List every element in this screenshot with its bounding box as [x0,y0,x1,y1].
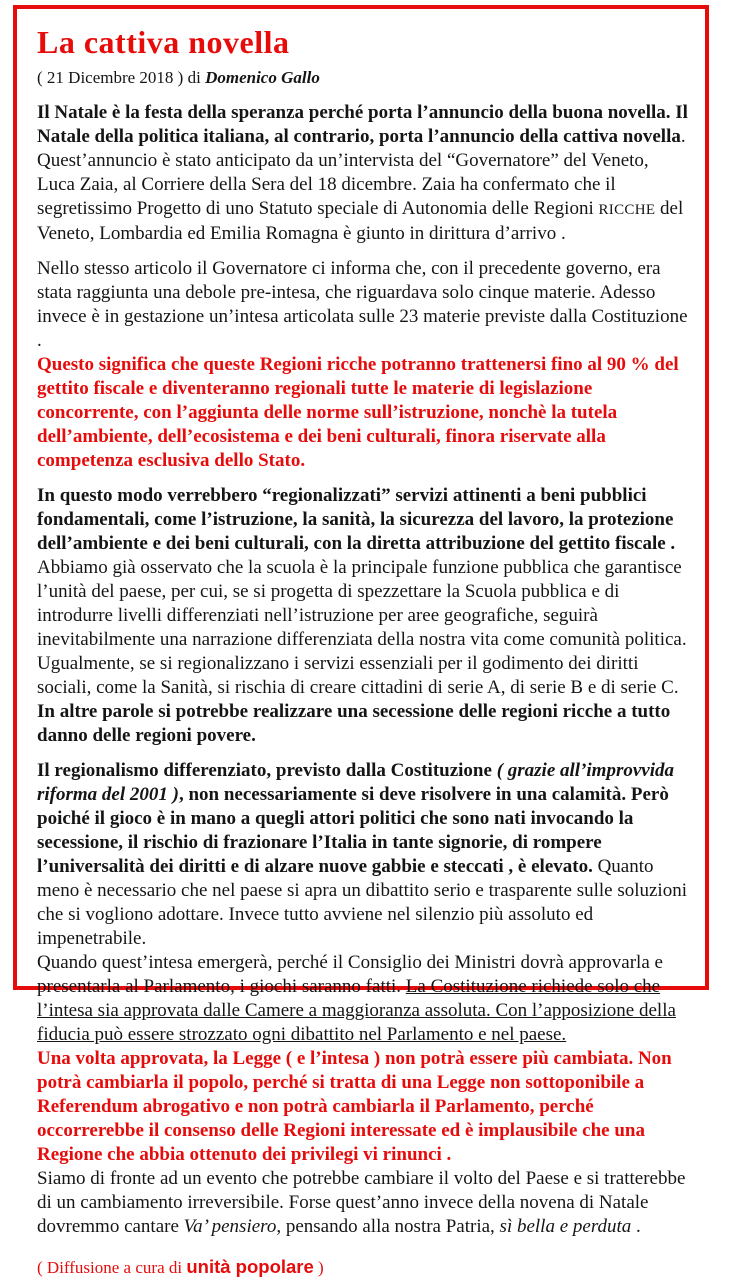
byline [37,68,689,88]
paragraph-legge-red: Una volta approvata, la Legge ( e l’intesa ) non potrà essere più cambiata. Non potrà cambiarla il popolo, perché si tratta di una Legge non sottoponibile a Referendum abrogativo e non potrà cambiarla il Parlamento, perché occorrerebbe il consenso delle Regioni interessate ed è implausibile che una Regione che abbia ottenuto dei privilegi vi rinunci . [37,1048,672,1165]
text-run: Quando quest’intesa emergerà, perché il Consiglio dei Ministri dovrà approvarla e presentarla al Parlamento, i giochi saranno fatti. [37,952,663,997]
text-run-bold: Il regionalismo differenziato, previsto dalla Costituzione [37,760,497,781]
byline-date: ( 21 Dicembre 2018 ) [37,68,184,87]
article-title: La cattiva novella [37,24,290,60]
footer-credit [37,1256,689,1278]
footer-suffix: ) [313,1258,324,1277]
text-run-bold-italic: ( grazie all’improvvida riforma del 2001 ) [37,760,674,805]
footer-prefix: ( Diffusione a cura di [37,1258,187,1277]
text-run-underline: La Costituzione richiede solo che l’intesa sia approvata dalle Camere a maggioranza assoluta. Con l’apposizione della fiducia può essere strozzato ogni dibattito nel Parlamento e nel paese. [37,976,676,1045]
paragraph-regionalismo [37,759,689,1047]
text-run: Siamo di fronte ad un evento che potrebbe cambiare il volto del Paese e si tratterebbe di un cambiamento irreversibile. Forse quest’anno invece della novena di Natale dovremmo cantare [37,1168,686,1237]
byline-di: di [183,68,206,87]
text-run-red: Questo significa che queste Regioni ricche potranno trattenersi fino al 90 % del gettito fiscale e diventeranno regionali tutte le materie di legislazione concorrente, con l’aggiunta delle norme sull’istruzione, nonchè la tutela dell’ambiente, dell’ecosistema e dei beni culturali, finora riservate alla competenza esclusiva dello Stato. [37,354,679,471]
text-run: del Veneto, Lombardia ed Emilia Romagna è giunto in dirittura d’arrivo . [37,198,684,244]
text-run: , pensando alla nostra Patria, [276,1216,500,1237]
text-run-bold: In altre parole si potrebbe realizzare una secessione delle regioni ricche a tutto danno delle regioni povere. [37,701,671,746]
text-run: Nello stesso articolo il Governatore ci informa che, con il precedente governo, era stata raggiunta una debole pre-intesa, che riguardava solo cinque materie. Adesso invece è in gestazione un’intesa articolata sulle 23 materie previste dalla Costituzione . [37,258,688,351]
paragraph-intro [37,101,689,246]
paragraph-preintesa [37,257,689,473]
text-run: . Quest’annuncio è stato anticipato da un’intervista del “Governatore” del Veneto, Luca Zaia, al Corriere della Sera del 18 dicembre. Zaia ha confermato che il segretissimo Progetto di uno Statuto speciale di Autonomia delle Regioni [37,126,686,219]
text-run-smallcaps: RICCHE [598,202,656,218]
text-run-italic: sì bella e perduta [499,1216,632,1237]
paragraph-regionalizzati [37,484,689,748]
text-run-bold: , non necessariamente si deve risolvere in una calamità. Però poiché il gioco è in mano a quegli attori politici che sono nati invocando la secessione, il rischio di frazionare l’Italia in tante signorie, di rompere l’universalità dei diritti e di alzare nuove gabbie e steccati , è elevato. [37,784,669,877]
text-run: Abbiamo già osservato che la scuola è la principale funzione pubblica che garantisce l’unità del paese, per cui, se si progetta di spezzettare la Scuola pubblica e di introdurre livelli differenziati nell’istruzione per aree geografiche, seguirà inevitabilmente una narrazione differenziata della nostra vita come comunità politica. Ugualmente, se si regionalizzano i servizi essenziali per il godimento dei diritti sociali, come la Sanità, si rischia di creare cittadini di serie A, di serie B e di serie C. [37,557,687,698]
text-run-bold: In questo modo verrebbero “regionalizzati” servizi attinenti a beni pubblici fondamentali, come l’istruzione, la sanità, la sicurezza del lavoro, la protezione dell’ambiente e dei beni culturali, con la diretta attribuzione del gettito fiscale . [37,485,676,554]
paragraph-conclusione [37,1167,689,1239]
text-run-bold: Il Natale è la festa della speranza perché porta l’annuncio della buona novella. Il Natale della politica italiana, al contrario, porta l’annuncio della cattiva novella [37,102,688,147]
byline-author: Domenico Gallo [205,68,320,87]
text-run: . [631,1216,641,1237]
article-page [17,9,705,1277]
text-run-italic: Va’ pensiero [183,1216,277,1237]
footer-org-name: unità popolare [186,1256,314,1277]
text-run: Quanto meno è necessario che nel paese si apra un dibattito serio e trasparente sulle soluzioni che si vogliono adottare. Invece tutto avviene nel silenzio più assoluto ed impenetrabile. [37,856,687,949]
